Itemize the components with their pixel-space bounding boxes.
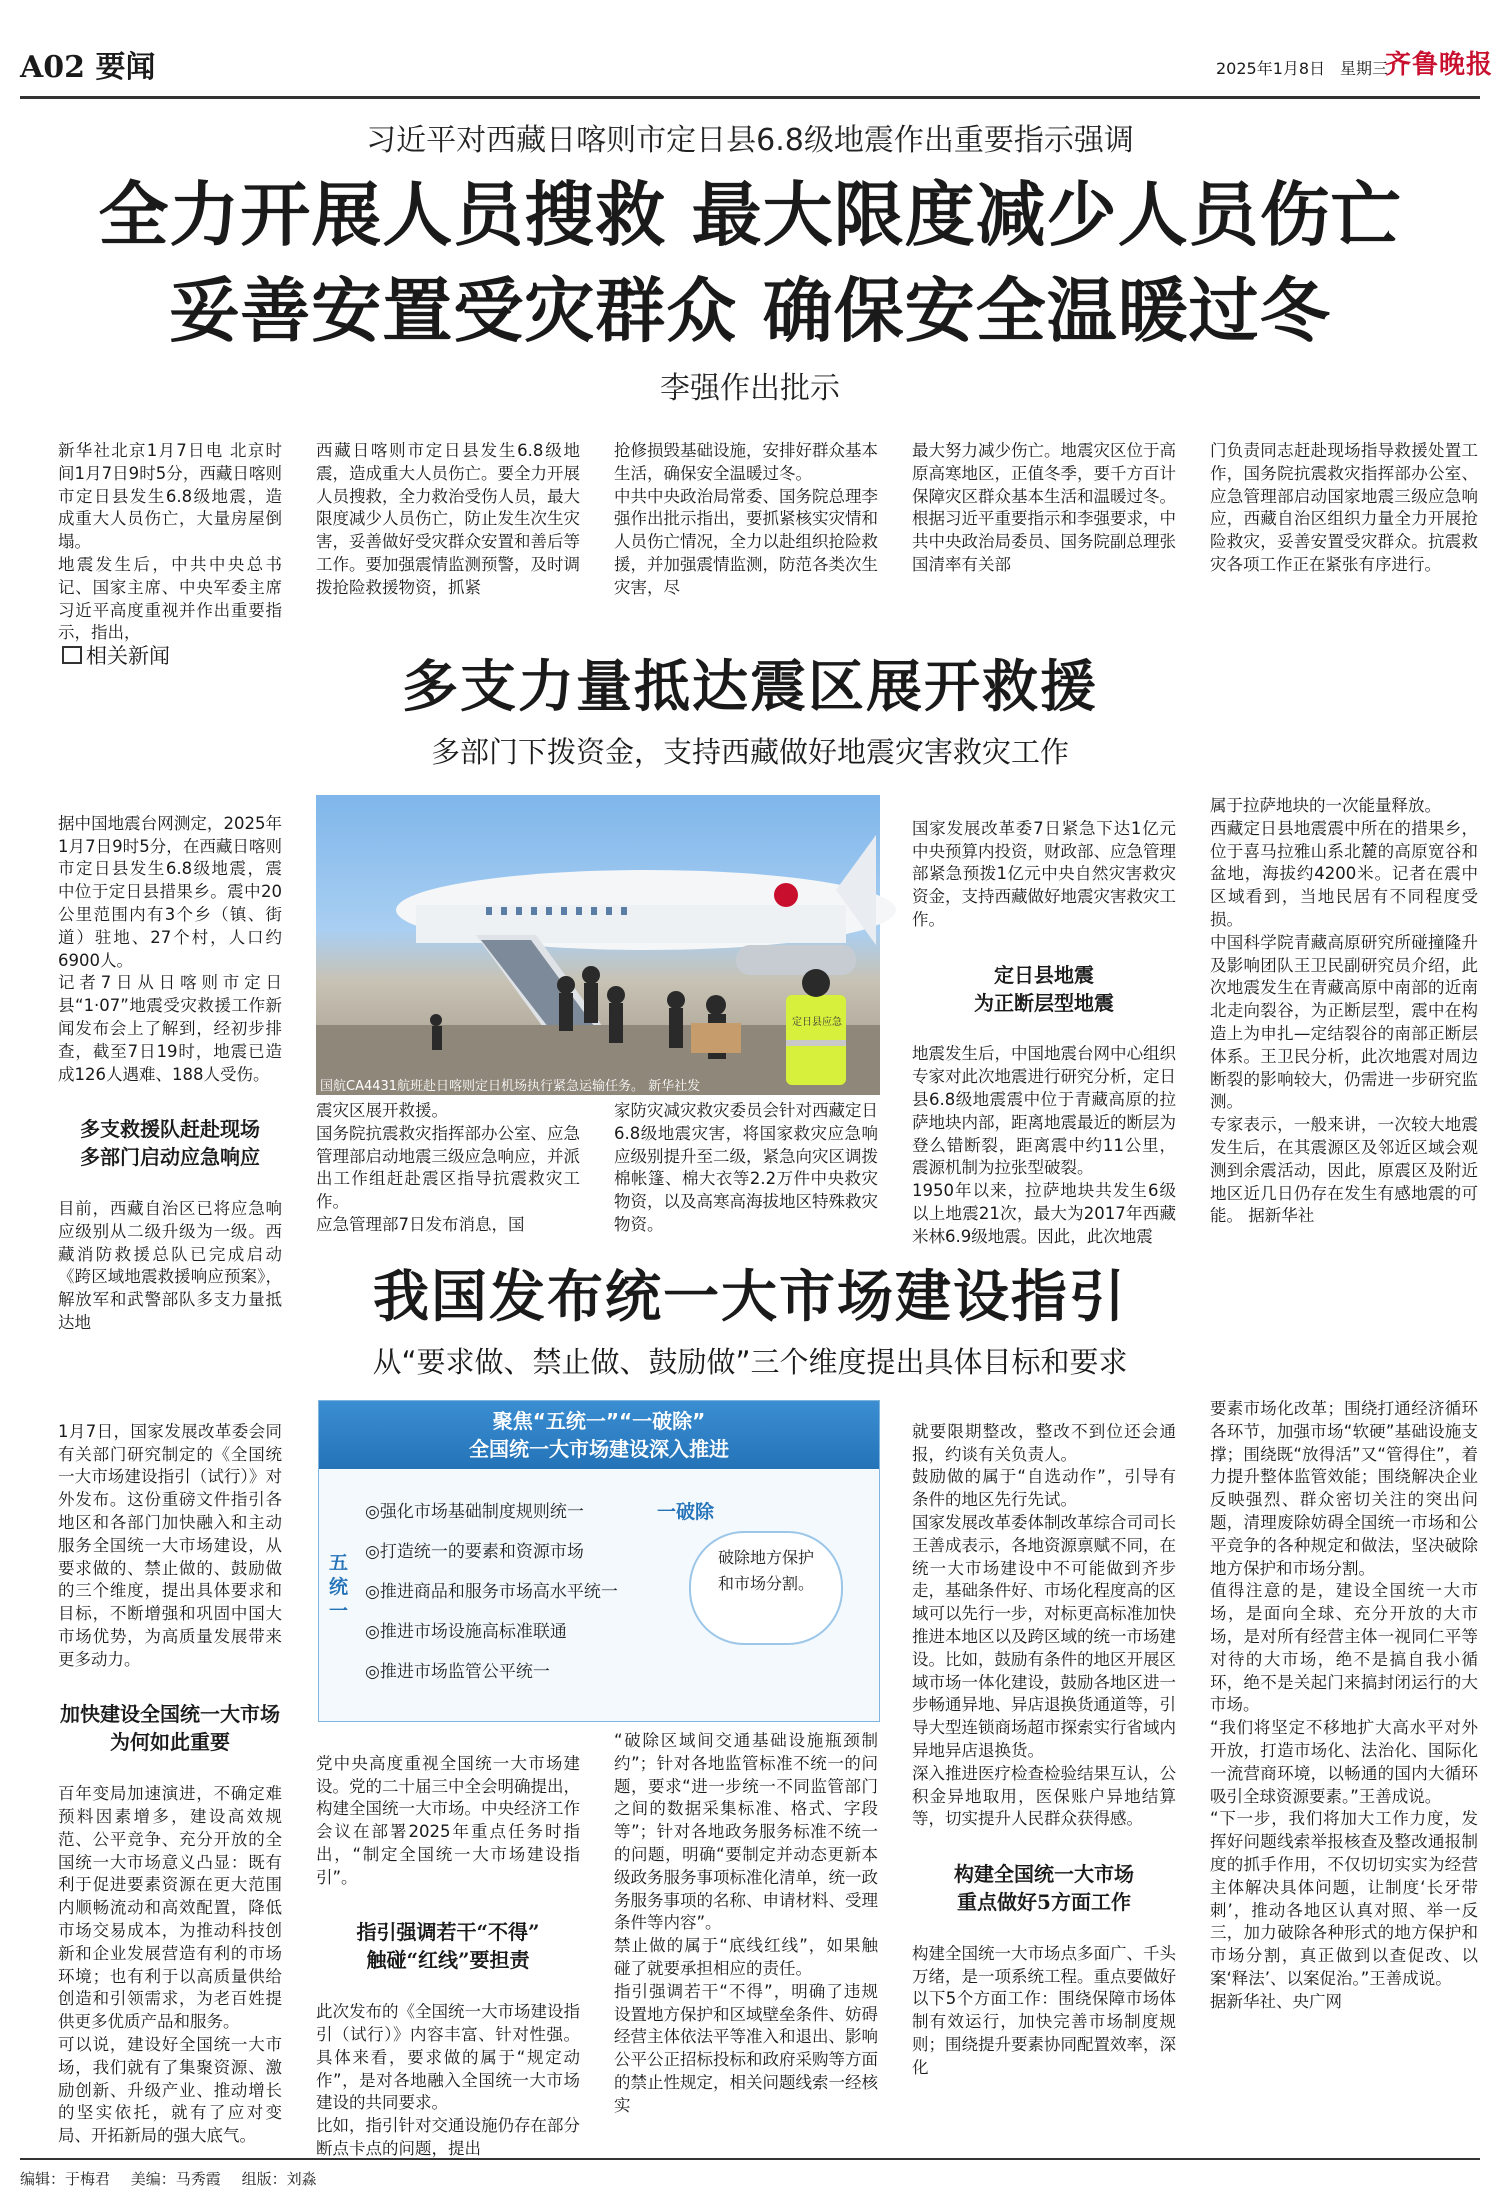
story1-col1: 新华社北京1月7日电 北京时间1月7日9时5分，西藏日喀则市定日县发生6.8级地震，造成重大人员伤亡，大量房屋倒塌。 地震发生后，中共中央总书记、国家主席、中央军委主席习近平高度重视并作出重要指示，指出， bbox=[58, 441, 282, 643]
story1-col3: 抢修损毁基础设施，安排好群众基本生活，确保安全温暖过冬。 中共中央政治局常委、国务院总理李强作出批示指出，要抓紧核实灾情和人员伤亡情况，全力以赴组织抢险救援，并加强震情监测，防范各类次生灾害，尽 bbox=[614, 441, 878, 597]
footer-rule bbox=[20, 2158, 1480, 2160]
infobox-title-line1: 聚焦“五统一”“一破除” bbox=[492, 1409, 706, 1433]
airplane-photo-illustration bbox=[316, 795, 880, 1095]
story2-col1 bbox=[58, 790, 282, 1332]
story3-col4-heading: 构建全国统一大市场 重点做好5方面工作 bbox=[954, 1861, 1134, 1914]
story2-col1-after: 目前，西藏自治区已将应急响应级别从二级升级为一级。西藏消防救援总队已完成启动《跨区域地震救援响应预案》，解放军和武警部队多支力量抵达地 bbox=[58, 1198, 282, 1332]
story3-col1-after: 百年变局加速演进，不确定难预料因素增多，建设高效规范、公平竞争、充分开放的全国统一大市场意义凸显：既有利于促进要素资源在更大范围内顺畅流动和高效配置，降低市场交易成本，为推动科技创新和企业发展营造有利的市场环境；也有利于以高质量供给创造和引领需求，为老百姓提供更多优质产品和服务。 可以说，建设好全国统一大市场，我们就有了集聚资源、激励创新、升级产业、推动增长的坚实依托，就有了应对变局、开拓新局的强大底气。 bbox=[58, 1784, 282, 2146]
story1-subhead: 李强作出批示 bbox=[660, 371, 840, 406]
story2-col5: 属于拉萨地块的一次能量释放。 西藏定日县地震震中所在的措果乡，位于喜马拉雅山系北麓的高原宽谷和盆地，海拔约4200米。记者在震中区域看到，当地民居有不同程度受损。 中国科学院青藏高原研究所碰撞隆升及影响团队王卫民副研究员介绍，此次地震发生在青藏高原中南部的近南北走向裂谷，为正断层型，震中在构造上为申扎—定结裂谷的南部正断层体系。王卫民分析，此次地震对周边断裂的影响较大，仍需进一步研究监测。 专家表示，一般来讲，一次较大地震发生后，在其震源区及邻近区域会观测到余震活动，因此，原震区及附近地区近几日仍存在发生有感地震的可能。 据新华社 bbox=[1210, 796, 1478, 1226]
story2-col1-heading: 多支救援队赶赴现场 多部门启动应急响应 bbox=[80, 1117, 260, 1170]
infobox bbox=[318, 1400, 880, 1722]
story3-col2 bbox=[316, 1730, 580, 2158]
story1-kicker: 习近平对西藏日喀则市定日县6.8级地震作出重要指示强调 bbox=[366, 123, 1134, 158]
story3-col2-after: 此次发布的《全国统一大市场建设指引（试行）》内容丰富、针对性强。具体来看，要求做的属于“规定动作”，是对各地融入全国统一大市场建设的共同要求。 比如，指引针对交通设施仍存在部分断点卡点的问题，提出 bbox=[316, 2002, 580, 2158]
story3-col4 bbox=[912, 1398, 1176, 2148]
page-code: A02 要闻 bbox=[20, 50, 156, 85]
story3-col4-after: 构建全国统一大市场点多面广、千头万绪，是一项系统工程。重点要做好以下5个方面工作：围绕保障市场体制有效运行，加快完善市场制度规则；围绕提升要素协同配置效率，深化 bbox=[912, 1943, 1176, 2077]
infobox-right-text: 破除地方保护和市场分割。 bbox=[717, 1548, 814, 1593]
issue-weekday: 星期三 bbox=[1340, 59, 1389, 78]
infobox-item-3: ◎推进商品和服务市场高水平统一 bbox=[365, 1582, 618, 1602]
story3-col4-text: 就要限期整改，整改不到位还会通报，约谈有关负责人。 鼓励做的属于“自选动作”，引导有条件的地区先行先试。 国家发展改革委体制改革综合司司长王善成表示，各地资源禀赋不同，在统一大市场建设中不可能做到齐步走，基础条件好、市场化程度高的区域可以先行一步，对标更高标准加快推进本地区以及跨区域的统一市场建设。比如，鼓励有条件的地区开展区域市场一体化建设，鼓励各地区进一步畅通异地、异店退换货通道等，引导大型连锁商场超市探索实行省域内异地异店退换货。 深入推进医疗检查检验结果互认，公积金异地取用，医保账户异地结算等，切实提升人民群众获得感。 bbox=[912, 1421, 1176, 1829]
footer-editor: 编辑：于梅君 bbox=[20, 2170, 111, 2188]
story1-col4: 最大努力减少伤亡。地震灾区位于高原高寒地区，正值冬季，要千方百计保障灾区群众基本生活和温暖过冬。 根据习近平重要指示和李强要求，中共中央政治局委员、国务院副总理张国清率有关部 bbox=[912, 441, 1176, 574]
story3-headline: 我国发布统一大市场建设指引 bbox=[373, 1264, 1127, 1330]
issue-date: 2025年1月8日 bbox=[1216, 59, 1326, 78]
story3-col3: “破除区域间交通基础设施瓶颈制约”；针对各地监管标准不统一的问题，要求“进一步统一不同监管部门之间的数据采集标准、格式、字段等”；针对各地政务服务标准不统一的问题，明确“要制定并动态更新本级政务服务事项标准化清单，统一政务服务事项的名称、申请材料、受理条件等内容”。 禁止做的属于“底线红线”，如果触碰了就要承担相应的责任。 指引强调若干“不得”，明确了违规设置地方保护和区域壁垒条件、妨碍经营主体依法平等准入和退出、影响公平公正招标投标和政府采购等方面的禁止性规定，相关问题线索一经核实 bbox=[614, 1731, 878, 2115]
story2-col4-after: 地震发生后，中国地震台网中心组织专家对此次地震进行研究分析，定日县6.8级地震震中位于青藏高原的拉萨地块内部，距离地震最近的断层为登么错断裂，距离震中约11公里，震源机制为拉张型破裂。 1950年以来，拉萨地块共发生6级以上地震21次，最大为2017年西藏米林6.9级地震。因此，此次地震 bbox=[912, 1044, 1176, 1246]
story2-col4 bbox=[912, 795, 1176, 1246]
infobox-right-bubble bbox=[689, 1531, 843, 1645]
story2-col4-heading: 定日县地震 为正断层型地震 bbox=[974, 962, 1114, 1015]
footer-art-editor: 美编：马秀霞 bbox=[130, 2170, 221, 2188]
infobox-item-1: ◎强化市场基础制度规则统一 bbox=[365, 1502, 584, 1522]
infobox-item-2: ◎打造统一的要素和资源市场 bbox=[365, 1542, 584, 1562]
story2-col2-bottom: 震灾区展开救援。 国务院抗震救灾指挥部办公室、应急管理部启动地震三级应急响应，并派出工作组赶赴震区指导抗震救灾工作。 应急管理部7日发布消息，国 bbox=[316, 1101, 580, 1234]
story3-subhead: 从“要求做、禁止做、鼓励做”三个维度提出具体目标和要求 bbox=[372, 1345, 1128, 1379]
story1-headline-line1: 全力开展人员搜救 最大限度减少人员伤亡 bbox=[98, 173, 1402, 256]
story1-headline-line2: 妥善安置受灾群众 确保安全温暖过冬 bbox=[169, 269, 1331, 352]
story2-headline: 多支力量抵达震区展开救援 bbox=[402, 654, 1098, 720]
footer-layout: 组版：刘淼 bbox=[241, 2170, 317, 2188]
infobox-title-line2: 全国统一大市场建设深入推进 bbox=[469, 1437, 729, 1461]
infobox-item-5: ◎推进市场监管公平统一 bbox=[365, 1662, 550, 1682]
story3-col2-text: 党中央高度重视全国统一大市场建设。党的二十届三中全会明确提出，构建全国统一大市场。中央经济工作会议在部署2025年重点任务时指出，“制定全国统一大市场建设指引”。 bbox=[316, 1753, 580, 1887]
infobox-item-4: ◎推进市场设施高标准联通 bbox=[365, 1622, 567, 1642]
story1-col5: 门负责同志赶赴现场指导救援处置工作，国务院抗震救灾指挥部办公室、应急管理部启动国家地震三级应急响应，西藏自治区组织力量全力开展抢险救灾，妥善安置受灾群众。抗震救灾各项工作正在紧张有序进行。 bbox=[1210, 441, 1478, 574]
story2-col3-bottom: 家防灾减灾救灾委员会针对西藏定日6.8级地震灾害，将国家救灾应急响应级别提升至二级，紧急向灾区调拨棉帐篷、棉大衣等2.2万件中央救灾物资，以及高寒高海拔地区特殊救灾物资。 bbox=[614, 1101, 878, 1234]
story2-col1-text: 据中国地震台网测定，2025年1月7日9时5分，在西藏日喀则市定日县发生6.8级地震，震中位于定日县措果乡。震中20公里范围内有3个乡（镇、街道）驻地、27个村，人口约6900人。 记者7日从日喀则市定日县“1·07”地震受灾救援工作新闻发布会上了解到，经初步排查，截至7日19时，地震已造成126人遇难、188人受伤。 bbox=[58, 813, 282, 1084]
story3-col5: 要素市场化改革；围绕打通经济循环各环节，加强市场“软硬”基础设施支撑；围绕既“放得活”又“管得住”，着力提升整体监管效能；围绕解决企业反映强烈、群众密切关注的突出问题，清理废除妨碍全国统一市场和公平竞争的各种规定和做法，坚决破除地方保护和市场分割。 值得注意的是，建设全国统一大市场，是面向全球、充分开放的大市场，是对所有经营主体一视同仁平等对待的大市场，绝不是搞自我小循环，绝不是关起门来搞封闭运行的大市场。 “我们将坚定不移地扩大高水平对外开放，打造市场化、法治化、国际化一流营商环境，以畅通的国内大循环吸引全球资源要素。”王善成说。 “下一步，我们将加大工作力度，发挥好问题线索举报核查及整改通报制度的抓手作用，不仅切切实实为经营主体解决具体问题，让制度‘长牙带刺’，推动各地区认真对照、举一反三，加力破除各种形式的地方保护和市场分割，真正做到以查促改、以案‘释法’、以案促治。”王善成说。 据新华社、央广网 bbox=[1210, 1399, 1478, 2011]
story1-col2: 西藏日喀则市定日县发生6.8级地震，造成重大人员伤亡。要全力开展人员搜救，全力救治受伤人员，最大限度减少人员伤亡，防止发生次生灾害，妥善做好受灾群众安置和善后等工作。要加强震情监测预警，及时调拨抢险救援物资，抓紧 bbox=[316, 441, 580, 597]
header-rule bbox=[20, 96, 1480, 99]
news-photo bbox=[316, 795, 880, 1095]
story2-col4-text: 国家发展改革委7日紧急下达1亿元中央预算内投资，财政部、应急管理部紧急预拨1亿元中央自然灾害救灾资金，支持西藏做好地震灾害救灾工作。 bbox=[912, 818, 1176, 929]
infobox-left-label: 五统一 bbox=[329, 1552, 349, 1622]
infobox-right-label: 一破除 bbox=[657, 1501, 715, 1523]
related-news-label: 相关新闻 bbox=[86, 644, 170, 668]
newspaper-icon bbox=[62, 646, 82, 664]
photo-caption: 国航CA4431航班赴日喀则定日机场执行紧急运输任务。 新华社发 bbox=[320, 1079, 701, 1094]
infobox-header bbox=[319, 1401, 879, 1469]
story3-col1 bbox=[58, 1398, 282, 2148]
photo-vest-text: 定日县应急 bbox=[792, 1017, 842, 1028]
story3-col1-heading: 加快建设全国统一大市场 为何如此重要 bbox=[60, 1702, 280, 1755]
story3-col1-text: 1月7日，国家发展改革委会同有关部门研究制定的《全国统一大市场建设指引（试行）》对外发布。这份重磅文件指引各地区和各部门加快融入和主动服务全国统一大市场建设，从要求做的、禁止做的、鼓励做的三个维度，提出具体要求和目标，不断增强和巩固中国大市场优势，为高质量发展带来更多动力。 bbox=[58, 1421, 282, 1669]
footer-credits bbox=[20, 2168, 317, 2189]
newspaper-logo: 齐鲁晚报 bbox=[1385, 50, 1494, 80]
story2-subhead: 多部门下拨资金，支持西藏做好地震灾害救灾工作 bbox=[430, 735, 1069, 769]
story3-col2-heading: 指引强调若干“不得” 触碰“红线”要担责 bbox=[356, 1920, 540, 1973]
